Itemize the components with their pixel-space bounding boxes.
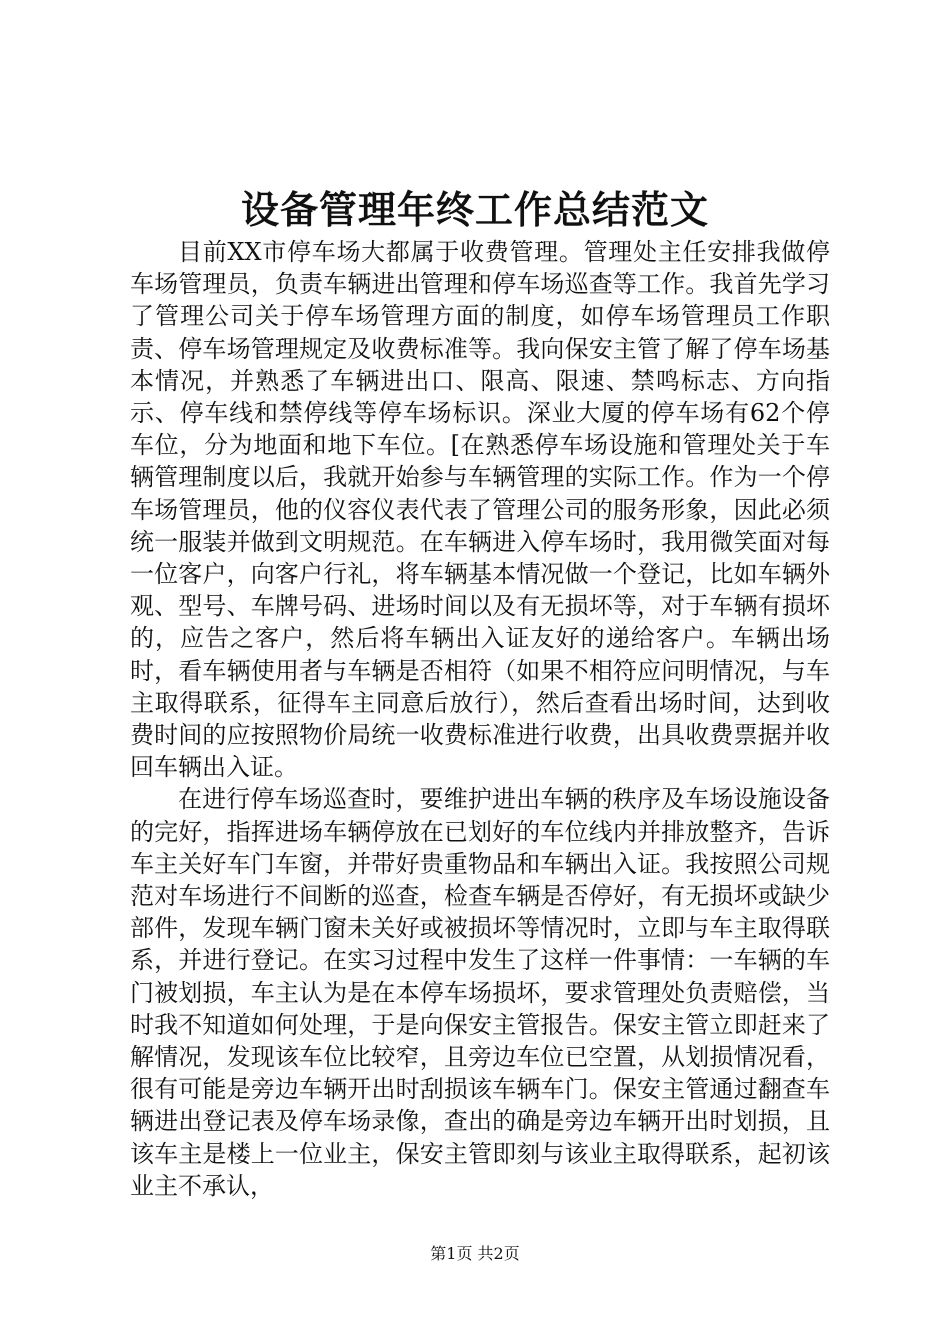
paragraph-2: 在进行停车场巡查时，要维护进出车辆的秩序及车场设施设备的完好，指挥进场车辆停放在已划好的车位线内并排放整齐，告诉车主关好车门车窗，并带好贵重物品和车辆出入证。我按照公司规范对车场进行不间断的巡查，检查车辆是否停好，有无损坏或缺少部件，发现车辆门窗未关好或被损坏等情况时，立即与车主取得联系，并进行登记。在实习过程中发生了这样一件事情：一车辆的车门被划损，车主认为是在本停车场损坏，要求管理处负责赔偿，当时我不知道如何处理，于是向保安主管报告。保安主管立即赶来了解情况，发现该车位比较窄，且旁边车位已空置，从划损情况看，很有可能是旁边车辆开出时刮损该车辆车门。保安主管通过翻查车辆进出登记表及停车场录像，查出的确是旁边车辆开出时划损，且该车主是楼上一位业主，保安主管即刻与该业主取得联系，起初该业主不承认， [130, 785, 830, 1200]
document-title: 设备管理年终工作总结范文 [240, 187, 709, 232]
page-number-footer: 第1页 共2页 [430, 1244, 520, 1263]
document-body [130, 236, 830, 1202]
paragraph-1: 目前XX市停车场大都属于收费管理。管理处主任安排我做停车场管理员，负责车辆进出管理和停车场巡查等工作。我首先学习了管理公司关于停车场管理方面的制度，如停车场管理员工作职责、停车场管理规定及收费标准等。我向保安主管了解了停车场基本情况，并熟悉了车辆进出口、限高、限速、禁鸣标志、方向指示、停车线和禁停线等停车场标识。深业大厦的停车场有62个停车位，分为地面和地下车位。[在熟悉停车场设施和管理处关于车辆管理制度以后，我就开始参与车辆管理的实际工作。作为一个停车场管理员，他的仪容仪表代表了管理公司的服务形象，因此必须统一服装并做到文明规范。在车辆进入停车场时，我用微笑面对每一位客户，向客户行礼，将车辆基本情况做一个登记，比如车辆外观、型号、车牌号码、进场时间以及有无损坏等，对于车辆有损坏的，应告之客户，然后将车辆出入证友好的递给客户。车辆出场时，看车辆使用者与车辆是否相符（如果不相符应问明情况，与车主取得联系，征得车主同意后放行），然后查看出场时间，达到收费时间的应按照物价局统一收费标准进行收费，出具收费票据并收回车辆出入证。 [130, 238, 830, 782]
